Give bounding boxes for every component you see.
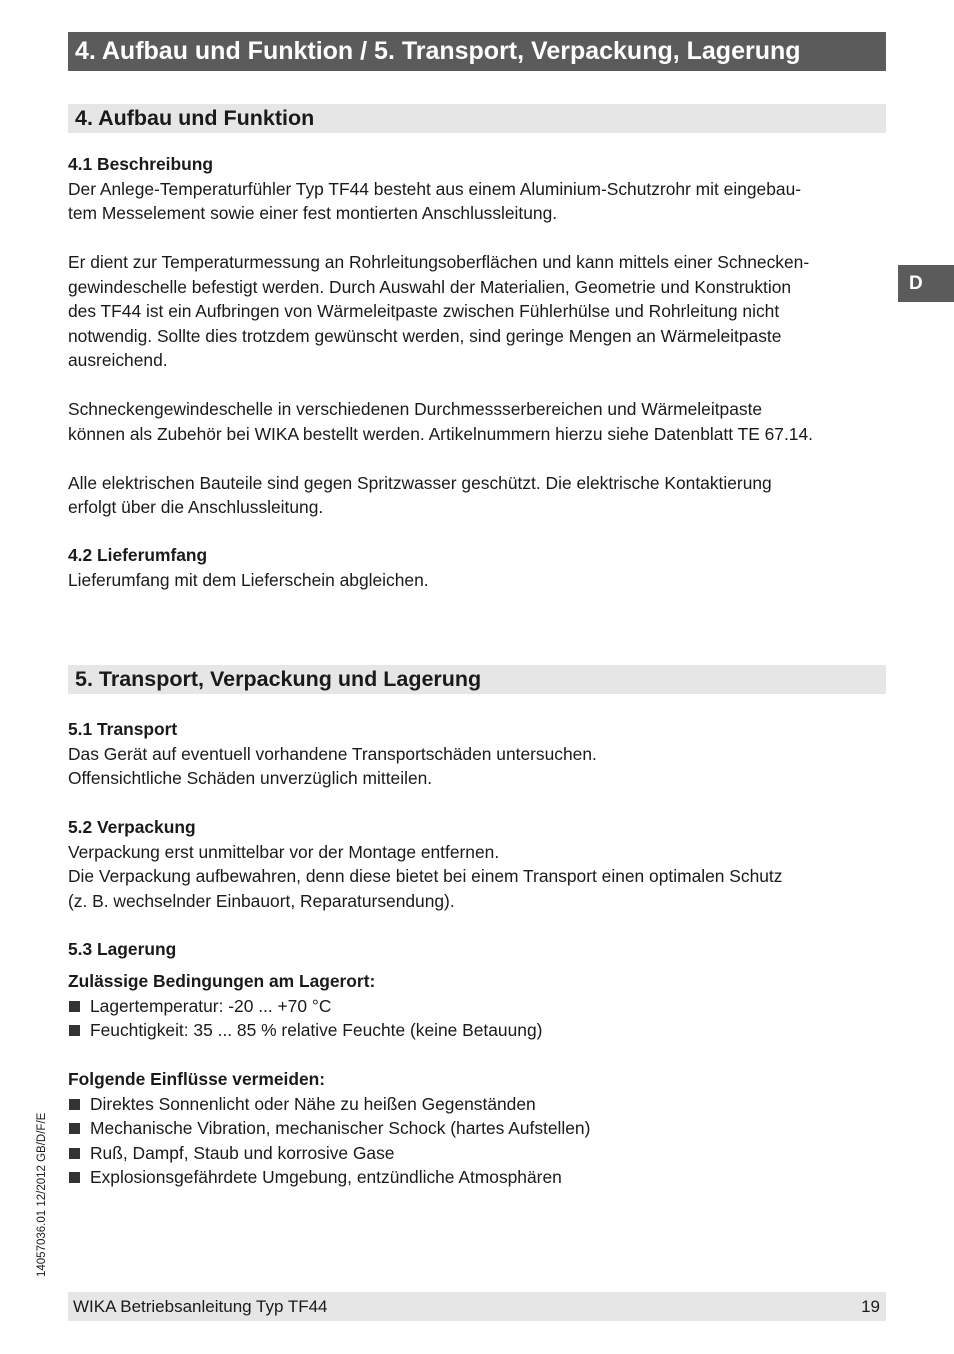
subsection-4-2-title: 4.2 Lieferumfang <box>68 545 208 565</box>
list-item <box>68 1018 898 1043</box>
document-code: 14057036.01 12/2012 GB/D/F/E <box>36 1112 48 1277</box>
list-item <box>68 1092 898 1117</box>
text-line: Alle elektrischen Bauteile sind gegen Spritzwasser geschützt. Die elektrische Kontaktierung <box>68 472 772 493</box>
text-line: gewindeschelle befestigt werden. Durch Auswahl der Materialien, Geometrie und Konstruktion <box>68 276 792 297</box>
list-item-text: Feuchtigkeit: 35 ... 85 % relative Feuchte (keine Betauung) <box>90 1020 543 1040</box>
text-line: Schneckengewindeschelle in verschiedenen Durchmessserbereichen und Wärmeleitpaste <box>68 399 763 419</box>
list-item <box>68 1141 898 1166</box>
list-item-text: Direktes Sonnenlicht oder Nähe zu heißen Gegenständen <box>90 1093 536 1114</box>
text-line: des TF44 ist ein Aufbringen von Wärmeleitpaste zwischen Fühlerhülse und Rohrleitung nicht <box>68 301 780 321</box>
section-5-1 <box>68 717 898 791</box>
section-4-1 <box>68 152 898 520</box>
conditions-title: Zulässige Bedingungen am Lagerort: <box>68 971 376 991</box>
text-line: Lieferumfang mit dem Lieferschein abgleichen. <box>68 569 429 590</box>
avoid-title: Folgende Einflüsse vermeiden: <box>68 1069 326 1089</box>
list-item <box>68 994 898 1019</box>
subsection-4-1-body <box>68 177 898 520</box>
bullet-square-icon <box>69 1025 80 1036</box>
avoid-influences <box>68 1067 898 1190</box>
conditions-list <box>68 994 898 1043</box>
section-5-3 <box>68 937 898 962</box>
text-line: tem Messelement sowie einer fest montierten Anschlussleitung. <box>68 203 558 223</box>
section-5-heading: 5. Transport, Verpackung und Lagerung <box>68 665 886 694</box>
bullet-square-icon <box>69 1001 80 1012</box>
language-tab: D <box>898 265 954 302</box>
list-item <box>68 1165 898 1190</box>
text-line: Er dient zur Temperaturmessung an Rohrleitungsoberflächen und kann mittels einer Schnecken- <box>68 252 810 272</box>
text-line: Die Verpackung aufbewahren, denn diese bietet bei einem Transport einen optimalen Schutz <box>68 866 783 886</box>
page-number: 19 <box>861 1297 880 1316</box>
bullet-square-icon <box>69 1172 80 1183</box>
text-line: Das Gerät auf eventuell vorhandene Transportschäden untersuchen. <box>68 743 597 764</box>
list-item-text: Ruß, Dampf, Staub und korrosive Gase <box>90 1142 395 1163</box>
subsection-5-2-title: 5.2 Verpackung <box>68 817 196 837</box>
page-footer <box>68 1292 886 1321</box>
section-4-heading: 4. Aufbau und Funktion <box>68 104 886 133</box>
text-line: Der Anlege-Temperaturfühler Typ TF44 besteht aus einem Aluminium-Schutzrohr mit eingebau- <box>68 178 802 199</box>
text-line: ausreichend. <box>68 350 168 370</box>
list-item <box>68 1116 898 1141</box>
text-line: Offensichtliche Schäden unverzüglich mitteilen. <box>68 768 433 788</box>
text-line: können als Zubehör bei WIKA bestellt werden. Artikelnummern hierzu siehe Datenblatt TE 67.14. <box>68 423 813 444</box>
bullet-square-icon <box>69 1148 80 1159</box>
text-line: Verpackung erst unmittelbar vor der Montage entfernen. <box>68 841 500 862</box>
list-item-text: Explosionsgefährdete Umgebung, entzündliche Atmosphären <box>90 1167 562 1187</box>
text-line <box>68 373 898 398</box>
section-4-2 <box>68 543 898 592</box>
subsection-5-3-title: 5.3 Lagerung <box>68 939 177 959</box>
section-5-2 <box>68 815 898 913</box>
bullet-square-icon <box>69 1099 80 1110</box>
subsection-5-1-title: 5.1 Transport <box>68 719 178 739</box>
storage-conditions <box>68 969 898 1043</box>
text-line: erfolgt über die Anschlussleitung. <box>68 497 324 517</box>
bullet-square-icon <box>69 1123 80 1134</box>
text-line: (z. B. wechselnder Einbauort, Reparatursendung). <box>68 890 455 911</box>
text-line <box>68 446 898 471</box>
text-line <box>68 226 898 251</box>
avoid-list <box>68 1092 898 1190</box>
text-line: notwendig. Sollte dies trotzdem gewünscht werden, sind geringe Mengen an Wärmeleitpaste <box>68 325 782 346</box>
subsection-4-1-title: 4.1 Beschreibung <box>68 154 213 174</box>
footer-title: WIKA Betriebsanleitung Typ TF44 <box>73 1297 328 1316</box>
list-item-text: Lagertemperatur: -20 ... +70 °C <box>90 995 332 1016</box>
page-title: 4. Aufbau und Funktion / 5. Transport, Verpackung, Lagerung <box>68 32 886 71</box>
list-item-text: Mechanische Vibration, mechanischer Schock (hartes Aufstellen) <box>90 1118 591 1138</box>
